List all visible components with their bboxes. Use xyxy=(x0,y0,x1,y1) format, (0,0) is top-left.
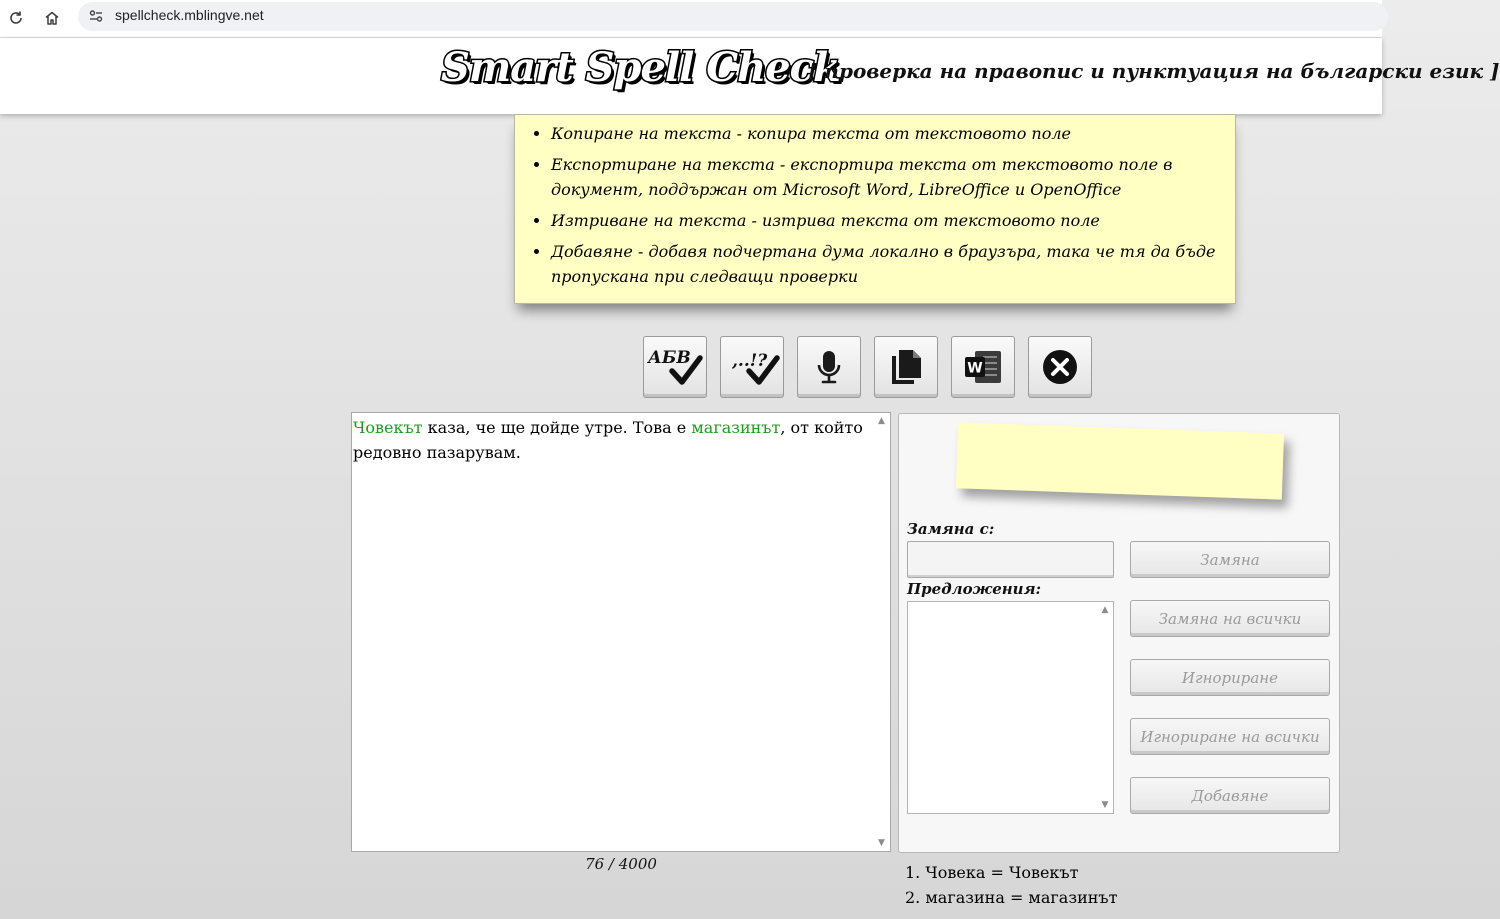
word-note xyxy=(956,422,1284,499)
correction-item: 1. Човека = Човекът xyxy=(905,863,1079,882)
corrections-list xyxy=(905,860,1117,910)
correction-panel xyxy=(898,413,1340,853)
url-text: spellcheck.mblingve.net xyxy=(115,7,264,23)
replace-all-button[interactable]: Замяна на всички xyxy=(1130,600,1330,637)
copy-text-button[interactable] xyxy=(874,336,938,398)
suggestions-list[interactable] xyxy=(907,601,1114,814)
spellcheck-icon xyxy=(646,344,704,390)
help-item-export: • Експортиране на текста - експортира текста от текстовото поле в документ, поддържан от Microsoft Word, LibreOffice и OpenOffice xyxy=(551,152,1235,202)
editor-text-segment: каза, че ще дойде утре. Това е xyxy=(422,418,692,437)
replace-label: Замяна с: xyxy=(907,520,995,538)
help-list xyxy=(515,115,1235,289)
ignore-button[interactable]: Игнориране xyxy=(1130,659,1330,696)
punctuation-check-icon xyxy=(723,344,781,390)
copy-icon xyxy=(888,348,924,386)
site-logo[interactable]: Smart Spell Check xyxy=(441,44,840,91)
svg-text:,..!?: ,..!? xyxy=(732,351,768,371)
help-note xyxy=(514,114,1236,304)
word-export-icon xyxy=(963,348,1003,386)
scroll-up-icon[interactable]: ▲ xyxy=(878,416,885,426)
clear-text-button[interactable] xyxy=(1028,336,1092,398)
home-icon[interactable] xyxy=(40,6,64,30)
text-editor[interactable] xyxy=(351,412,891,852)
add-word-button[interactable]: Добавяне xyxy=(1130,777,1330,814)
svg-text:АБВ: АБВ xyxy=(648,348,691,368)
scroll-down-icon[interactable]: ▼ xyxy=(1101,800,1109,810)
corrected-word[interactable]: Човекът xyxy=(353,418,423,437)
ignore-all-button[interactable]: Игнориране на всички xyxy=(1130,718,1330,755)
scroll-down-icon[interactable]: ▼ xyxy=(878,838,885,848)
help-item-clear: • Изтриване на текста - изтрива текста от текстовото поле xyxy=(551,208,1235,233)
correction-item: 2. магазина = магазинът xyxy=(905,888,1118,907)
replace-input[interactable] xyxy=(907,541,1114,578)
editor-text-segment: , от който редовно пазарувам. xyxy=(353,418,863,462)
suggestions-scrollbar[interactable] xyxy=(1097,602,1113,813)
scroll-up-icon[interactable]: ▲ xyxy=(1101,605,1109,615)
editor-scrollbar[interactable] xyxy=(873,413,890,851)
editor-content[interactable] xyxy=(353,415,868,465)
site-header xyxy=(0,38,1500,114)
address-bar[interactable] xyxy=(78,2,1388,31)
punctuation-check-button[interactable] xyxy=(720,336,784,398)
spellcheck-button[interactable] xyxy=(643,336,707,398)
help-item-add: • Добавяне - добавя подчертана дума локално в браузъра, така че тя да бъде пропускана при следващи проверки xyxy=(551,239,1235,289)
microphone-icon xyxy=(814,348,844,386)
voice-input-button[interactable] xyxy=(797,336,861,398)
browser-toolbar xyxy=(0,0,1382,38)
help-item-copy: • Копиране на текста - копира текста от текстовото поле xyxy=(551,121,1235,146)
site-tagline: [ проверка на правопис и пунктуация на български език ] xyxy=(808,59,1500,83)
character-counter: 76 / 4000 xyxy=(585,855,657,873)
clear-icon xyxy=(1041,348,1079,386)
site-settings-icon[interactable] xyxy=(88,8,104,24)
export-word-button[interactable] xyxy=(951,336,1015,398)
corrected-word[interactable]: магазинът xyxy=(691,418,781,437)
replace-button[interactable]: Замяна xyxy=(1130,541,1330,578)
suggestions-label: Предложения: xyxy=(907,580,1042,598)
svg-text:W: W xyxy=(967,360,983,377)
reload-icon[interactable] xyxy=(4,6,28,30)
